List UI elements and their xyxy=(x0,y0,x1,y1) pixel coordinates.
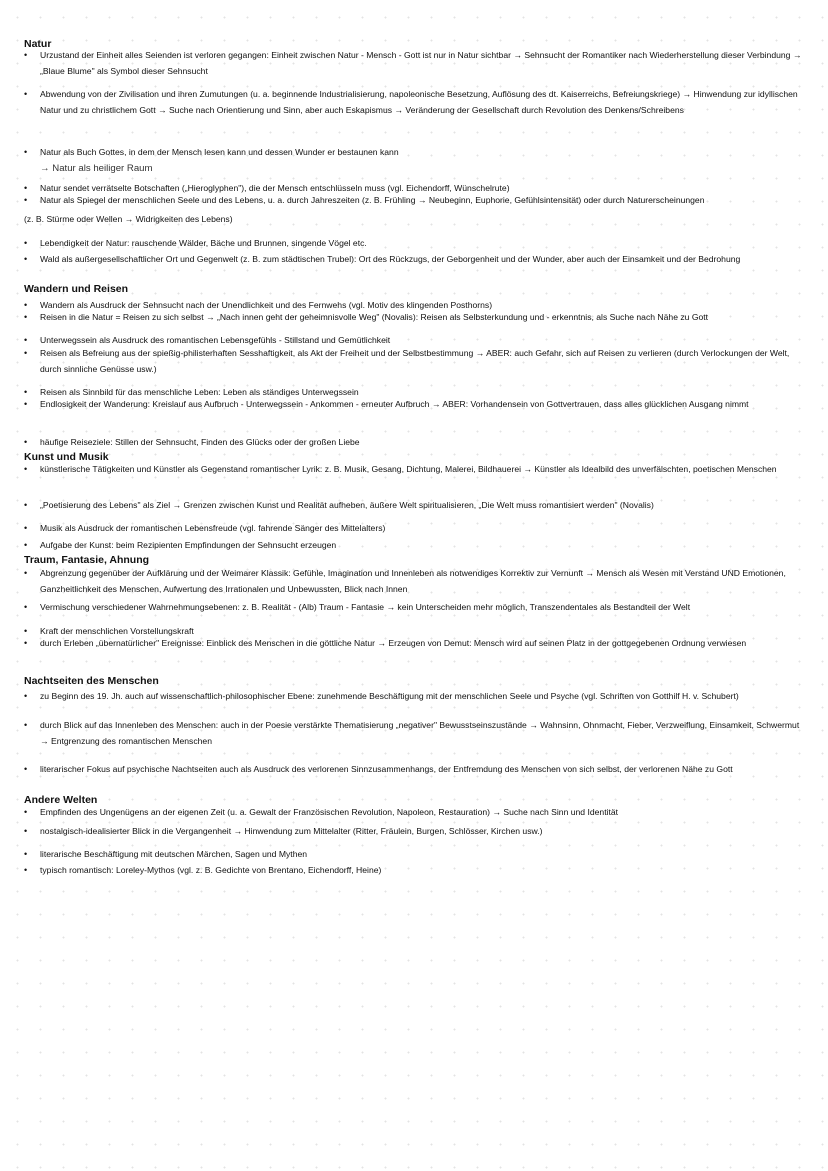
bullet-icon: • xyxy=(24,183,28,193)
list-item: • Kraft der menschlichen Vorstellungskraft xyxy=(24,623,804,639)
list-item: • Natur als Spiegel der menschlichen Seele und des Lebens, u. a. durch Jahreszeiten (z. B. Frühling → Neubeginn, Euphorie, Gefühlsintensität) oder durch Naturerscheinungen xyxy=(24,192,804,208)
bullet-icon: • xyxy=(24,523,28,533)
bullet-icon: • xyxy=(24,387,28,397)
bullet-icon: • xyxy=(24,464,28,474)
list-item: • Natur als Buch Gottes, in dem der Mensch lesen kann und dessen Wunder er bestaunen kann xyxy=(24,144,804,160)
list-item: • Vermischung verschiedener Wahrnehmungsebenen: z. B. Realität - (Alb) Traum - Fantasie → kein Unterscheiden mehr möglich, Transzendentales als Bestandteil der Welt xyxy=(24,599,804,615)
bullet-icon: • xyxy=(24,691,28,701)
bullet-icon: • xyxy=(24,254,28,264)
bullet-icon: • xyxy=(24,638,28,648)
bullet-icon: • xyxy=(24,335,28,345)
list-item: • Reisen in die Natur = Reisen zu sich selbst → „Nach innen geht der geheimnisvolle Weg" (Novalis): Reisen als Selbsterkundung und - erkenntnis, als Suche nach Nähe zu Gott xyxy=(24,309,804,325)
list-item: • „Poetisierung des Lebens" als Ziel → Grenzen zwischen Kunst und Realität aufheben, äußere Welt spiritualisieren, „Die Welt muss romantisiert werden" (Novalis) xyxy=(24,497,804,513)
bullet-icon: • xyxy=(24,807,28,817)
section-heading-nachtseiten: Nachtseiten des Menschen xyxy=(24,675,159,687)
list-item: • literarischer Fokus auf psychische Nachtseiten auch als Ausdruck des verlorenen Sinnzusammenhangs, der Entfremdung des Menschen von sich selbst, der verlorenen Nähe zu Gott xyxy=(24,761,804,777)
section-heading-wandern: Wandern und Reisen xyxy=(24,283,129,295)
list-item: • Urzustand der Einheit alles Seienden ist verloren gegangen: Einheit zwischen Natur - Mensch - Gott ist nur in Natur sichtbar → Sehnsucht der Romantiker nach Wiederherstellung dieser Verbindung → „Blaue Blume" als Symbol dieser Sehnsucht xyxy=(24,47,804,79)
section-heading-andere-welten: Andere Welten xyxy=(24,794,98,806)
bullet-icon: • xyxy=(24,626,28,636)
list-item: • typisch romantisch: Loreley-Mythos (vgl. z. B. Gedichte von Brentano, Eichendorff, Heine) xyxy=(24,862,804,878)
bullet-icon: • xyxy=(24,602,28,612)
list-item: • Natur sendet verrätselte Botschaften („Hieroglyphen"), die der Mensch entschlüsseln muss (vgl. Eichendorff, Wünschelrute) xyxy=(24,180,804,196)
list-item: • Wandern als Ausdruck der Sehnsucht nach der Unendlichkeit und des Fernwehs (vgl. Motiv des klingenden Posthorns) xyxy=(24,297,804,313)
list-item: • Abwendung von der Zivilisation und ihren Zumutungen (u. a. beginnende Industrialisierung, napoleonische Besetzung, Auflösung des dt. Kaiserreichs, Befreiungskriege) → Hinwendung zur idyllischen Natur und zu christlichem Gott → Suche nach Orientierung und Sinn, aber auch Eskapismus → Veränderung der Gesellschaft durch Revolution des Denkens/Schreibens xyxy=(24,86,804,118)
list-item: • Lebendigkeit der Natur: rauschende Wälder, Bäche und Brunnen, singende Vögel etc. xyxy=(24,235,804,251)
bullet-icon: • xyxy=(24,195,28,205)
bullet-icon: • xyxy=(24,500,28,510)
bullet-icon: • xyxy=(24,568,28,578)
list-item: • Reisen als Sinnbild für das menschliche Leben: Leben als ständiges Unterwegssein xyxy=(24,384,804,400)
list-item: • häufige Reiseziele: Stillen der Sehnsucht, Finden des Glücks oder der großen Liebe xyxy=(24,434,804,450)
sub-note: → Natur als heiliger Raum xyxy=(40,163,153,174)
bullet-icon: • xyxy=(24,865,28,875)
section-heading-kunst: Kunst und Musik xyxy=(24,451,109,463)
bullet-icon: • xyxy=(24,348,28,358)
list-item: • Musik als Ausdruck der romantischen Lebensfreude (vgl. fahrende Sänger des Mittelalters) xyxy=(24,520,804,536)
list-item: • Unterwegssein als Ausdruck des romantischen Lebensgefühls - Stillstand und Gemütlichkeit xyxy=(24,332,804,348)
bullet-icon: • xyxy=(24,826,28,836)
bullet-icon: • xyxy=(24,312,28,322)
list-item: • literarische Beschäftigung mit deutschen Märchen, Sagen und Mythen xyxy=(24,846,804,862)
section-heading-natur: Natur xyxy=(24,38,52,50)
list-item: • durch Erleben „übernatürlicher" Ereignisse: Einblick des Menschen in die göttliche Natur → Erzeugen von Demut: Mensch wird auf seinen Platz in der gottgegebenen Ordnung verwiesen xyxy=(24,635,804,651)
list-item: • Empfinden des Ungenügens an der eigenen Zeit (u. a. Gewalt der Französischen Revolution, Napoleon, Restauration) → Suche nach Sinn und Identität xyxy=(24,804,804,820)
bullet-icon: • xyxy=(24,238,28,248)
list-item: • zu Beginn des 19. Jh. auch auf wissenschaftlich-philosophischer Ebene: zunehmende Beschäftigung mit der menschlichen Seele und Psyche (vgl. Schriften von Gotthilf H. v. Schubert) xyxy=(24,688,804,704)
bullet-icon: • xyxy=(24,437,28,447)
bullet-icon: • xyxy=(24,50,28,60)
bullet-icon: • xyxy=(24,540,28,550)
bullet-icon: • xyxy=(24,720,28,730)
bullet-icon: • xyxy=(24,764,28,774)
bullet-icon: • xyxy=(24,147,28,157)
list-item: • Endlosigkeit der Wanderung: Kreislauf aus Aufbruch - Unterwegssein - Ankommen - erneuter Aufbruch → ABER: Vorhandensein von Gottvertrauen, dass alles glücklichen Ausgang nimmt xyxy=(24,396,804,412)
list-item: • Abgrenzung gegenüber der Aufklärung und der Weimarer Klassik: Gefühle, Imagination und Innenleben als notwendiges Korrektiv zur Vernunft → Mensch als Wesen mit Verstand UND Emotionen, Ganzheitlichkeit des Menschen, Aufwertung des Irrationalen und Unbewussten, Blick nach Innen xyxy=(24,565,804,597)
list-item: • künstlerische Tätigkeiten und Künstler als Gegenstand romantischer Lyrik: z. B. Musik, Gesang, Dichtung, Malerei, Bildhauerei → Künstler als Idealbild des unverfälschten, poetischen Menschen xyxy=(24,461,804,477)
continuation-text: (z. B. Stürme oder Wellen → Widrigkeiten des Lebens) xyxy=(24,214,233,224)
list-item: • durch Blick auf das Innenleben des Menschen: auch in der Poesie verstärkte Thematisierung „negativer" Bewusstseinszustände → Wahnsinn, Ohnmacht, Fieber, Verzweiflung, Einsamkeit, Schwermut → Entgrenzung des romantischen Menschen xyxy=(24,717,804,749)
bullet-icon: • xyxy=(24,399,28,409)
bullet-icon: • xyxy=(24,300,28,310)
list-item: • Wald als außergesellschaftlicher Ort und Gegenwelt (z. B. zum städtischen Trubel): Ort des Rückzugs, der Geborgenheit und der Wunder, aber auch der Einsamkeit und der Bedrohung xyxy=(24,251,804,267)
section-heading-traum: Traum, Fantasie, Ahnung xyxy=(24,554,150,566)
list-item: • Aufgabe der Kunst: beim Rezipienten Empfindungen der Sehnsucht erzeugen xyxy=(24,537,804,553)
list-item: • nostalgisch-idealisierter Blick in die Vergangenheit → Hinwendung zum Mittelalter (Ritter, Fräulein, Burgen, Schlösser, Kirchen usw.) xyxy=(24,823,804,839)
list-item: • Reisen als Befreiung aus der spießig-philisterhaften Sesshaftigkeit, als Akt der Freiheit und der Selbstbestimmung → ABER: auch Gefahr, sich auf Reisen zu verlieren (durch Verlockungen der Welt, durch sinnliche Genüsse usw.) xyxy=(24,345,804,377)
bullet-icon: • xyxy=(24,849,28,859)
bullet-icon: • xyxy=(24,89,28,99)
